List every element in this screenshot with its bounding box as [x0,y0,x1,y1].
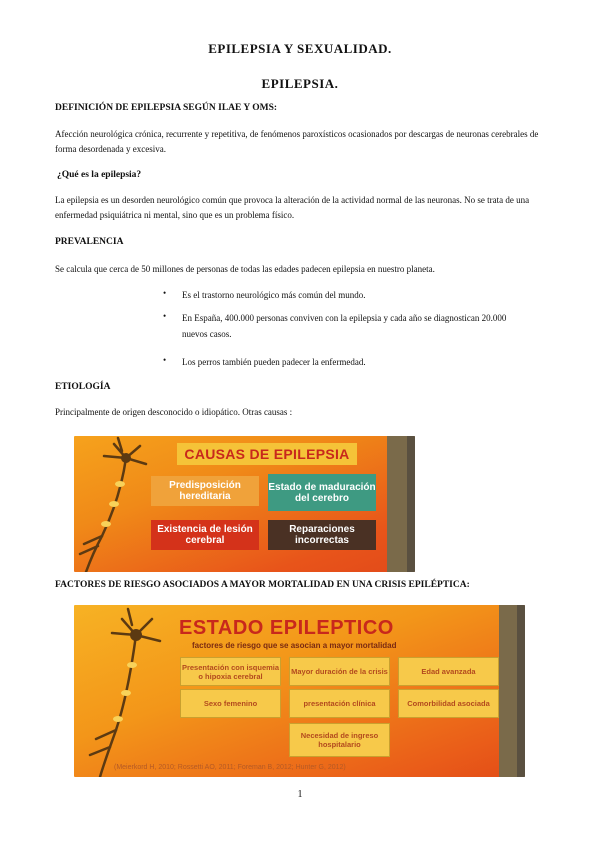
risk-factor-box: Presentación con isquemia o hipoxia cerebral [180,657,281,686]
section-title: EPILEPSIA. [261,76,339,91]
slide-references: (Meierkord H, 2010; Rossetti AO, 2011; Foreman B, 2012; Hunter G, 2012) [114,764,346,771]
bullet-icon: • [163,288,167,298]
definition-heading: DEFINICIÓN DE EPILEPSIA SEGÚN ILAE Y OMS: [55,103,278,113]
bullet-icon: • [163,311,167,321]
cause-box: Predisposición hereditaria [151,476,259,506]
slide-side-bar [499,605,525,777]
page-number: 1 [297,789,303,800]
risk-factor-box: Sexo femenino [180,689,281,718]
cause-box: Reparaciones incorrectas [268,520,376,550]
bullet-item: En España, 400.000 personas conviven con la epilepsia y cada año se diagnostican 20.000 nuevos casos. [182,313,507,339]
bullet-item: Los perros también pueden padecer la enfermedad. [182,357,366,367]
document-title: EPILEPSIA Y SEXUALIDAD. [208,41,392,56]
slide-side-bar [387,436,415,572]
risk-factors-heading: FACTORES DE RIESGO ASOCIADOS A MAYOR MORTALIDAD EN UNA CRISIS EPILÉPTICA: [55,580,470,590]
etiology-heading: ETIOLOGÍA [55,382,111,392]
risk-factor-box: presentación clínica [289,689,390,718]
risk-factor-box: Necesidad de ingreso hospitalario [289,723,390,757]
etiology-text: Principalmente de origen desconocido o idiopático. Otras causas : [55,407,293,417]
what-is-text: La epilepsia es un desorden neurológico común que provoca la alteración de la actividad normal de las neuronas. No se trata de una enfermedad psiquiátrica ni mental, sino que es un problema físico. [55,195,530,220]
cause-box: Estado de maduración del cerebro [268,474,376,511]
risk-factor-box: Edad avanzada [398,657,499,686]
neuron-illustration [74,605,184,777]
cause-box: Existencia de lesión cerebral [151,520,259,550]
risk-factor-box: Comorbilidad asociada [398,689,499,718]
prevalence-heading: PREVALENCIA [55,237,124,247]
definition-text: Afección neurológica crónica, recurrente y repetitiva, de fenómenos paroxísticos ocasionados por descargas de neuronas cerebrales de forma desordenada y excesiva. [55,129,539,154]
causes-slide-image [74,436,415,572]
status-epilepticus-slide-image [74,605,525,777]
risk-factor-box: Mayor duración de la crisis [289,657,390,686]
slide-title: ESTADO EPILEPTICO [179,617,394,639]
bullet-icon: • [163,355,167,365]
bullet-item: Es el trastorno neurológico más común del mundo. [182,290,366,300]
slide-subtitle: factores de riesgo que se asocian a mayor mortalidad [192,641,397,650]
prevalence-text: Se calcula que cerca de 50 millones de personas de todas las edades padecen epilepsia en nuestro planeta. [55,264,435,274]
slide-title: CAUSAS DE EPILEPSIA [177,443,357,465]
what-is-heading: ¿Qué es la epilepsia? [57,170,142,180]
